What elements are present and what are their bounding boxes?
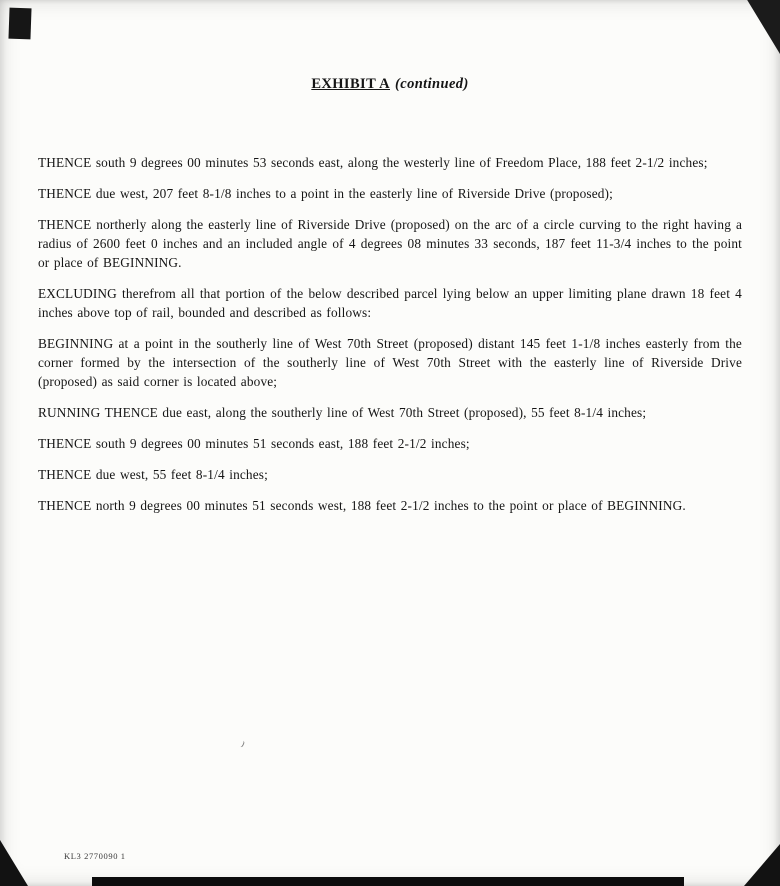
document-body bbox=[38, 76, 742, 527]
exhibit-title-continued: (continued) bbox=[395, 76, 469, 92]
scan-artifact-bottom-strip bbox=[92, 877, 684, 886]
paragraph: EXCLUDING therefrom all that portion of the below described parcel lying below an upper limiting plane drawn 18 feet 4 inches above top of rail, bounded and described as follows: bbox=[38, 286, 742, 320]
scan-artifact-top-right bbox=[740, 0, 780, 54]
paragraph: RUNNING THENCE due east, along the southerly line of West 70th Street (proposed), 55 feet 8-1/4 inches; bbox=[38, 405, 647, 420]
paragraph: THENCE due west, 55 feet 8-1/4 inches; bbox=[38, 467, 268, 482]
page-title bbox=[38, 76, 742, 93]
scan-artifact-top-left bbox=[8, 8, 31, 40]
scan-artifact-bottom-right bbox=[744, 844, 780, 886]
paragraph: THENCE south 9 degrees 00 minutes 51 seconds east, 188 feet 2-1/2 inches; bbox=[38, 436, 470, 451]
exhibit-title: EXHIBIT A bbox=[311, 76, 390, 92]
scan-speckle bbox=[237, 739, 245, 748]
scan-artifact-bottom-left bbox=[0, 840, 28, 886]
paragraph: THENCE northerly along the easterly line of Riverside Drive (proposed) on the arc of a circle curving to the right having a radius of 2600 feet 0 inches and an included angle of 4 degrees 08 minutes 33 seconds, 187 feet 11-3/4 inches to the point or place of BEGINNING. bbox=[38, 217, 742, 270]
paragraph: THENCE due west, 207 feet 8-1/8 inches to a point in the easterly line of Riverside Drive (proposed); bbox=[38, 186, 613, 201]
paragraph: THENCE north 9 degrees 00 minutes 51 seconds west, 188 feet 2-1/2 inches to the point or place of BEGINNING. bbox=[38, 498, 686, 513]
paragraph: THENCE south 9 degrees 00 minutes 53 seconds east, along the westerly line of Freedom Place, 188 feet 2-1/2 inches; bbox=[38, 155, 708, 170]
document-footer-code: KL3 2770090 1 bbox=[64, 851, 126, 861]
paragraph: BEGINNING at a point in the southerly line of West 70th Street (proposed) distant 145 feet 1-1/8 inches easterly from the corner formed by the intersection of the southerly line of West 70th Street with the easterly line of Riverside Drive (proposed) as said corner is located above; bbox=[38, 336, 742, 389]
